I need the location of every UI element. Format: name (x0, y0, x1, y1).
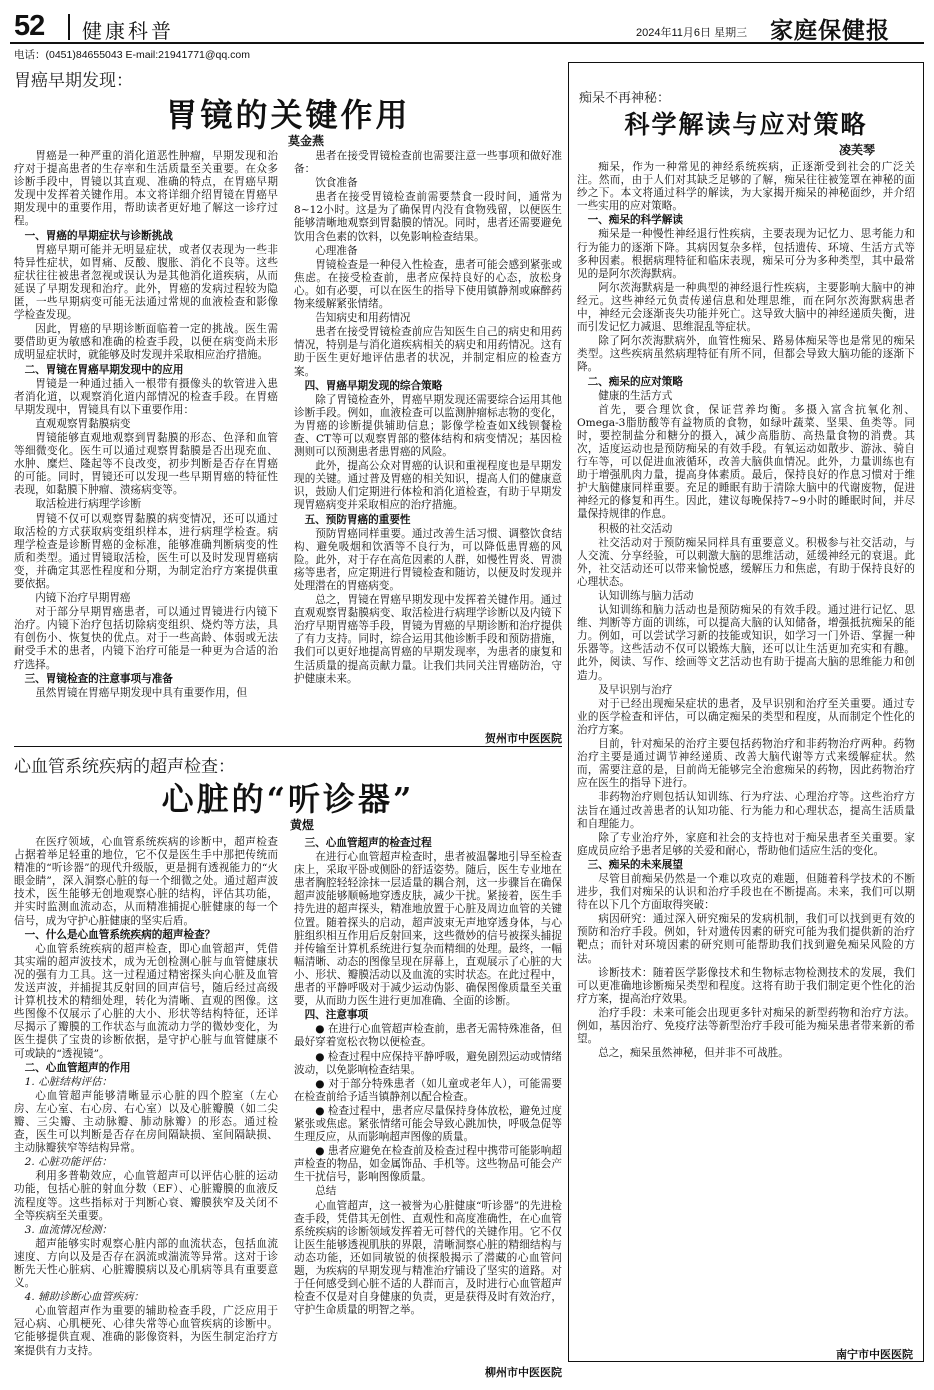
paragraph: 心血管超声，这一被誉为心脏健康“听诊器”的先进检查手段，凭借其无创性、直观性和高度准确性，在心血管系统疾病的诊断领域发挥着无可替代的关键作用。它不仅让医生能够透视肌肤的界限，清晰洞察心脏的精细结构与动态功能，还如同敏锐的侦探般揭示了潜藏的心血管问题，为疾病的早期发现与精准治疗铺设了坚实的道路。对于任何感受到心脏不适的人群而言，及时进行心血管超声检查不仅是对自身健康的负责，更是获得及时有效治疗，守护生命质量的明智之举。 (294, 1199, 562, 1317)
paragraph: 胃镜不仅可以观察胃黏膜的病变情况，还可以通过取活检的方式获取病变组织样本，进行病理学检查。病理学检查是诊断胃癌的金标准，能够准确判断病变的性质和类型。通过胃镜取活检，医生可以及时发现胃癌病变，并确定其恶性程度和分期，为制定治疗方案提供重要依据。 (14, 512, 278, 590)
paragraph: 胃镜是一种通过插入一根带有摄像头的软管进入患者消化道，以观察消化道内部情况的检查手段。在胃癌早期发现中，胃镜具有以下重要作用： (14, 377, 278, 416)
paragraph: 病因研究：通过深入研究痴呆的发病机制，我们可以找到更有效的预防和治疗手段。例如，针对遗传因素的研究可能为我们提供新的治疗靶点；而针对环境因素的研究则可能帮助我们找到避免痴呆风险的方法。 (577, 913, 915, 965)
paragraph: 预防胃癌同样重要。通过改善生活习惯、调整饮食结构、避免吸烟和饮酒等不良行为，可以降低患胃癌的风险。此外，对于存在高危因素的人群，如慢性胃炎、胃溃疡等患者，应定期进行胃镜检查和随访，以便及时发现并处理潜在的胃癌病变。 (294, 527, 562, 592)
paragraph: 非药物治疗则包括认知训练、行为疗法、心理治疗等。这些治疗方法旨在通过改善患者的认知功能、行为能力和心理状态，提高生活质量和自理能力。 (577, 791, 915, 830)
article-kicker: 胃癌早期发现： (14, 71, 133, 91)
section-heading: 三、心血管超声的检查过程 (304, 837, 432, 849)
section-heading: 取活检进行病理学诊断 (35, 498, 142, 511)
paragraph: ● 对于部分特殊患者（如儿童或老年人），可能需要在检查前给予适当镇静剂以配合检查。 (294, 1077, 562, 1103)
section-heading: 二、胃镜在胃癌早期发现中的应用 (24, 363, 184, 376)
masthead (10, 8, 924, 44)
paragraph: ● 检查过程中应保持平静呼吸，避免剧烈运动或情绪波动，以免影响检查结果。 (294, 1050, 562, 1076)
article-source: 南宁市中医医院 (836, 1348, 913, 1361)
paragraph: 首先，要合理饮食，保证营养均衡。多摄入富含抗氧化剂、Omega-3脂肪酸等有益物质的食物，如绿叶蔬菜、坚果、鱼类等。同时，要控制盐分和糖分的摄入，减少高脂肪、高热量食物的消费。其次，适度运动也是预防痴呆的有效手段。有氧运动如散步、游泳、骑自行车等，可以促进血液循环，改善大脑供血情况。此外，力量训练也有助于增强肌肉力量，提高身体素质。最后，保持良好的作息习惯对于维护大脑健康同样重要。充足的睡眠有助于清除大脑中的代谢废物，促进神经元的修复和再生。因此，建议每晚保持7~9小时的睡眠时间，并尽量保持规律的作息。 (577, 403, 915, 521)
paragraph: 尽管目前痴呆仍然是一个难以攻克的难题，但随着科学技术的不断进步，我们对痴呆的认识和治疗手段也在不断提高。未来，我们可以期待在以下几个方面取得突破： (577, 872, 915, 912)
article-author: 黄煜 (289, 818, 314, 832)
paragraph: 除了胃镜检查外，胃癌早期发现还需要综合运用其他诊断手段。例如，血液检查可以监测肿瘤标志物的变化，为胃癌的诊断提供辅助信息；影像学检查如X线钡餐检查、CT等可以观察胃部的整体结构和病变情况；基因检测则可以预测患者患胃癌的风险。 (294, 393, 562, 459)
paragraph: 总之，胃镜在胃癌早期发现中发挥着关键作用。通过直观观察胃黏膜病变、取活检进行病理学诊断以及内镜下治疗早期胃癌等手段，胃镜为胃癌的早期诊断和治疗提供了有力支持。同时，综合运用其他诊断手段和预防措施，我们可以更好地提高胃癌的早期发现率，为患者的康复和生活质量的提高贡献力量。让我们共同关注胃癌防治，守护健康未来。 (294, 594, 562, 685)
article-column-2 (294, 836, 562, 1360)
section-heading: 三、痴呆的未来展望 (587, 858, 683, 871)
section-heading: 二、痴呆的应对策略 (587, 375, 683, 388)
section-heading: 一、什么是心血管系统疾病的超声检查？ (24, 928, 216, 941)
article-title: 胃镜的关键作用 (165, 96, 411, 134)
paragraph: 患者在接受胃镜检查前需要禁食一段时间，通常为8~12小时。这是为了确保胃内没有食物残留，以便医生能够清晰地观察到胃黏膜的情况。同时，患者还需要避免饮用含色素的饮料，以免影响检查结果。 (294, 191, 562, 243)
article-gastroscopy (14, 66, 562, 745)
article-title: 科学解读与应对策略 (624, 110, 868, 139)
article-kicker: 痴呆不再神秘： (579, 91, 671, 106)
section-heading: 五、预防胃癌的重要性 (304, 513, 411, 526)
paragraph: 痴呆是一种慢性神经退行性疾病，主要表现为记忆力、思考能力和行为能力的逐渐下降。其病因复杂多样，包括遗传、环境、生活方式等多种因素。根据病理特征和临床表现，痴呆可分为多种类型，其中最常见的是阿尔茨海默病。 (577, 228, 915, 280)
section-heading: 2. 心脏功能评估： (24, 1156, 113, 1169)
paragraph: 除了阿尔茨海默病外，血管性痴呆、路易体痴呆等也是常见的痴呆类型。这些疾病虽然病理特征有所不同，但都会导致大脑功能的逐渐下降。 (577, 335, 915, 374)
section-name: 健康科普 (82, 19, 174, 43)
paragraph: 总之，痴呆虽然神秘，但并非不可战胜。 (598, 1047, 789, 1060)
section-heading: 内镜下治疗早期胃癌 (35, 592, 131, 605)
section-heading: 饮食准备 (315, 177, 358, 190)
section-heading: 认知训练与脑力活动 (598, 590, 694, 602)
section-heading: 4. 辅助诊断心血管疾病： (24, 1291, 145, 1304)
section-heading: 二、心血管超声的作用 (24, 1061, 131, 1074)
paragraph: 痴呆，作为一种常见的神经系统疾病，正逐渐受到社会的广泛关注。然而，由于人们对其缺乏足够的了解，痴呆往往被笼罩在神秘的面纱之下。本文将通过科学的解读，为大家揭开痴呆的神秘面纱，并介绍一些实用的应对策略。 (577, 161, 915, 213)
masthead-divider (68, 14, 70, 40)
section-heading: 直观观察胃黏膜病变 (35, 417, 131, 430)
article-column-2 (294, 150, 562, 726)
article-kicker: 心血管系统疾病的超声检查： (14, 757, 235, 777)
paragraph: 因此，胃癌的早期诊断面临着一定的挑战。医生需要借助更为敏感和准确的检查手段，以便在病变尚未形成明显症状时，就能够及时发现并采取相应治疗措施。 (14, 323, 278, 362)
paragraph: 对于已经出现痴呆症状的患者，及早识别和治疗至关重要。通过专业的医学检查和评估，可以确定痴呆的类型和程度，从而制定个性化的治疗方案。 (577, 697, 915, 736)
article-source: 贺州市中医医院 (485, 732, 562, 745)
paragraph: 胃镜检查是一种侵入性检查，患者可能会感到紧张或焦虑。在接受检查前，患者应保持良好的心态，放松身心。如有必要，可以在医生的指导下使用镇静剂或麻醉药物来缓解紧张情绪。 (294, 258, 562, 311)
paragraph: 心血管超声作为重要的辅助检查手段，广泛应用于冠心病、心肌梗死、心律失常等心血管疾病的诊断中。它能够提供直观、准确的影像资料，为医生制定治疗方案提供有力支持。 (14, 1305, 278, 1357)
paragraph: 心血管系统疾病的超声检查，即心血管超声，凭借其实端的超声波技术，成为无创检测心脏与血管健康状况的强有力工具。这一过程通过精密探头向心脏及血管发送声波，并捕捉其反射回的回声信号，随后经过高级计算机技术的精细处理，转化为清晰、直观的图像。这些图像不仅展示了心脏的大小、形状等结构特征，还详尽揭示了瓣膜的工作状态与血流动力学的微妙变化，为医生提供了宝贵的诊断依据，是守护心脏与血管健康不可或缺的“透视镜”。 (14, 942, 278, 1060)
contact-line: 电话：(0451)84655043 E-mail:21941771@qq.com (14, 49, 250, 61)
paragraph: 除了专业治疗外，家庭和社会的支持也对于痴呆患者至关重要。家庭成员应给予患者足够的关爱和耐心，帮助他们适应生活的变化。 (577, 831, 915, 857)
page-number: 52 (14, 10, 45, 42)
issue-date: 2024年11月6日 星期三 (636, 27, 748, 39)
paragraph: 在医疗领域，心血管系统疾病的诊断中，超声检查占据着举足轻重的地位，它不仅是医生手中那把传统而精准的“听诊器”的现代升级版，更是拥有透视能力的“火眼金睛”，深入洞察心脏的每一个细微之处。通过超声波技术，医生能够无创地观察心脏的结构，评估其功能，并实时监测血流动态，从而精准捕捉心脏健康的每一个信号，成为守护心脏健康的坚实后盾。 (14, 836, 278, 927)
section-heading: 告知病史和用药情况 (315, 312, 411, 325)
section-heading: 积极的社交活动 (598, 522, 673, 535)
section-heading: 心理准备 (315, 244, 358, 257)
paragraph: 此外，提高公众对胃癌的认识和重视程度也是早期发现的关键。通过普及胃癌的相关知识，提高人们的健康意识，鼓励人们定期进行体检和消化道检查，有助于早期发现胃癌病变并采取相应的治疗措施。 (294, 460, 562, 512)
article-author: 莫金燕 (287, 134, 324, 148)
paragraph: 诊断技术：随着医学影像技术和生物标志物检测技术的发展，我们可以更准确地诊断痴呆类型和程度。这将有助于我们制定更个性化的治疗方案，提高治疗效果。 (577, 966, 915, 1005)
section-heading: 总结 (315, 1185, 337, 1198)
paragraph: 目前，针对痴呆的治疗主要包括药物治疗和非药物治疗两种。药物治疗主要是通过调节神经递质、改善大脑代谢等方式来缓解症状。然而，需要注意的是，目前尚无能够完全治愈痴呆的药物，因此药物治疗应在医生的指导下进行。 (577, 738, 915, 790)
article-author: 凌芙琴 (838, 143, 875, 157)
paragraph: 超声能够实时观察心脏内部的血流状态，包括血流速度、方向以及是否存在涡流或湍流等异常。这对于诊断先天性心脏病、心脏瓣膜病以及心肌病等具有重要意义。 (14, 1237, 278, 1290)
article-title: 心脏的“听诊器” (161, 780, 415, 818)
paragraph: 患者在接受胃镜检查前应告知医生自己的病史和用药情况，特别是与消化道疾病相关的病史和用药情况。这有助于医生更好地评估患者的状况，并制定相应的检查方案。 (294, 326, 562, 378)
paragraph: 在进行心血管超声检查时，患者被温馨地引导至检查床上，采取平卧或侧卧的舒适姿势。随后，医生专业地在患者胸腔轻轻涂抹一层适量的耦合剂，这一步骤旨在确保超声波能够顺畅地穿透皮肤，减少干扰。紧接着，医生手持先进的超声探头，精准地放置于心脏及周边血管的关键位置。随着探头的启动，超声波束无声地穿透身体，与心脏组织相互作用后反射回来，这些微妙的信号被探头捕捉并传输至计算机系统进行复杂而精细的处理。最终，一幅幅清晰、动态的图像呈现在屏幕上，直观展示了心脏的大小、形状、瓣膜活动以及血流的实时状态。在此过程中，患者的平静呼吸对于减少运动伪影、确保图像质量至关重要，从而助力医生进行更加准确、全面的诊断。 (294, 851, 562, 1008)
section-heading: 1. 心脏结构评估： (24, 1075, 113, 1088)
article-source: 柳州市中医医院 (485, 1366, 562, 1379)
article-column-1 (14, 150, 278, 742)
paragraph: 社交活动对于预防痴呆同样具有重要意义。积极参与社交活动，与人交流、分享经验，可以刺激大脑的思维活动，延缓神经元的衰退。此外，社交活动还可以带来愉悦感，缓解压力和焦虑，有助于保持良好的心理状态。 (577, 536, 915, 588)
paragraph: 对于部分早期胃癌患者，可以通过胃镜进行内镜下治疗。内镜下治疗包括切除病变组织、烧灼等方法，具有创伤小、恢复快的优点。对于一些高龄、体弱或无法耐受手术的患者，内镜下治疗可能是一种更为合适的治疗选择。 (14, 606, 278, 671)
paragraph: 胃癌早期可能并无明显症状，或者仅表现为一些非特异性症状，如胃痛、反酸、腹胀、消化不良等。这些症状往往被患者忽视或误认为是其他消化道疾病，从而延误了早期发现和治疗。此外，胃癌的发病过程较为隐匿，一些早期病变可能无法通过常规的血液检查和影像学检查发现。 (14, 243, 278, 322)
paragraph: 胃癌是一种严重的消化道恶性肿瘤，早期发现和治疗对于提高患者的生存率和生活质量至关重要。在众多诊断手段中，胃镜以其直观、准确的特点，在胃癌早期发现中发挥着关键作用。本文将详细介绍胃镜在胃癌早期发现中的重要作用，帮助读者更好地了解这一诊疗过程。 (14, 150, 278, 228)
paragraph: ● 患者应避免在检查前及检查过程中携带可能影响超声检查的物品，如金属饰品、手机等。这些物品可能会产生干扰信号，影响图像质量。 (294, 1145, 562, 1184)
article-dementia (568, 62, 924, 1362)
section-heading: 四、胃癌早期发现的综合策略 (304, 379, 443, 392)
section-heading: 一、痴呆的科学解读 (587, 214, 683, 227)
section-heading: 一、胃癌的早期症状与诊断挑战 (24, 229, 173, 242)
section-heading: 及早识别与治疗 (598, 683, 673, 696)
section-heading: 健康的生活方式 (598, 389, 673, 402)
section-heading: 三、胃镜检查的注意事项与准备 (24, 672, 173, 685)
newspaper-name: 家庭保健报 (770, 17, 890, 44)
paragraph: 治疗手段：未来可能会出现更多针对痴呆的新型药物和治疗方法。例如，基因治疗、免疫疗法等新型治疗手段可能为痴呆患者带来新的希望。 (577, 1006, 915, 1046)
paragraph: ● 检查过程中，患者应尽量保持身体放松，避免过度紧张或焦虑。紧张情绪可能会导致心跳加快，呼吸急促等生理反应，从而影响超声图像的质量。 (294, 1104, 562, 1144)
paragraph: 虽然胃镜在胃癌早期发现中具有重要作用，但 (35, 686, 248, 699)
paragraph: 胃镜能够直观地观察到胃黏膜的形态、色泽和血管等细微变化。医生可以通过观察胃黏膜是否出现充血、水肿、糜烂、隆起等不良改变，初步判断是否存在胃癌的可能。同时，胃镜还可以发现一些早期胃癌的特征性表现，如黏膜下肿瘤、溃疡病变等。 (14, 431, 278, 497)
paragraph: 利用多普勒效应，心血管超声可以评估心脏的运动功能，包括心脏的射血分数（EF）、心脏瓣膜的血液反流程度等。这些指标对于判断心衰、瓣膜狭窄及关闭不全等疾病至关重要。 (14, 1170, 278, 1222)
section-heading: 四、注意事项 (304, 1009, 369, 1022)
paragraph: 患者在接受胃镜检查前也需要注意一些事项和做好准备： (294, 150, 562, 176)
paragraph: 认知训练和脑力活动也是预防痴呆的有效手段。通过进行记忆、思维、判断等方面的训练，可以提高大脑的认知储备，增强抵抗痴呆的能力。例如，可以尝试学习新的技能或知识，如学习一门外语、掌握一种乐器等。这些活动不仅可以锻炼大脑，还可以让生活更加充实和有趣。此外，阅读、写作、绘画等文艺活动也有助于提高大脑的思维能力和创造力。 (577, 604, 915, 682)
article-cardiac-ultrasound (14, 752, 562, 1378)
article-body (577, 161, 915, 1339)
article-column-1 (14, 836, 278, 1376)
paragraph: 阿尔茨海默病是一种典型的神经退行性疾病，主要影响大脑中的神经元。这些神经元负责传递信息和处理思维，而在阿尔茨海默病患者中，神经元会逐渐丧失功能并死亡。这导致大脑中的神经递质失衡，进而引发记忆力减退、思维混乱等症状。 (577, 281, 915, 334)
section-heading: 3. 血流情况检测： (24, 1223, 113, 1236)
section-divider (14, 746, 562, 747)
paragraph: ● 在进行心血管超声检查前，患者无需特殊准备，但最好穿着宽松衣物以便检查。 (294, 1023, 562, 1049)
paragraph: 心血管超声能够清晰显示心脏的四个腔室（左心房、左心室、右心房、右心室）以及心脏瓣膜（如二尖瓣、三尖瓣、主动脉瓣、肺动脉瓣）的形态。通过检查，医生可以判断是否存在房间隔缺损、室间隔缺损、主动脉瓣狭窄等结构异常。 (14, 1089, 278, 1155)
